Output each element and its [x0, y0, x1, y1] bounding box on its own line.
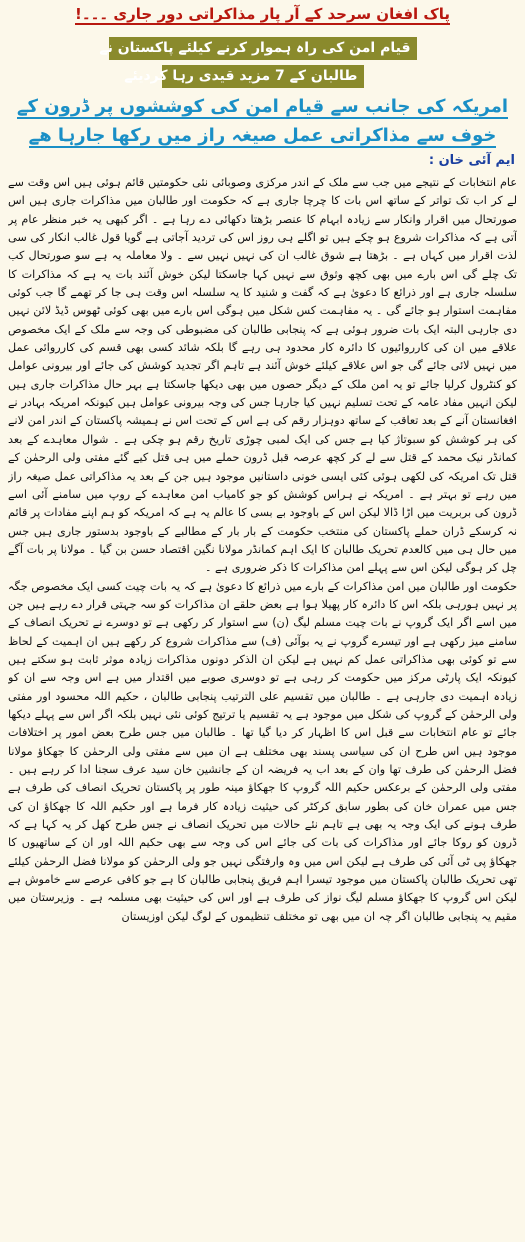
kicker-text: پاک افغان سرحد کے آر پار مذاکراتی دور جاری ۔۔۔! [74, 5, 451, 23]
headline [10, 92, 515, 150]
paragraph: عام انتخابات کے نتیجے میں جب سے ملک کے اندر مرکزی وصوبائی نئی حکومتیں قائم ہوئی ہیں اس وقت سے لے کر اب تک تواتر کے ساتھ اس بات کا چرچا جاری ہے کہ حکومت اور طالبان میں مذاکرات جاری ہیں اس صورتحال میں اقرار وانکار سے زیادہ ابہام کا عنصر بڑھتا دکھائی دے رہا ہے ۔ اگر کبھی یہ خبر منظر عام پر آتی ہے کہ مذاکرات شروع ہو چکے ہیں تو اگلے ہی روز اس کی تردید آجاتی ہے گویا قول غالب انکار کی سی لذت اقرار میں کہاں ہے ۔ بڑھتا ہے شوق غالب ان کی نہیں نہیں سے ۔ ولا معاملہ یہ ہے سو صورتحال کب تک چلے گی اس بارے میں بھی کچھ وثوق سے نہیں کہا جاسکتا لیکن خوش آئند بات یہ ہے کہ مذاکرات کا سلسلہ جاری ہے اور ذرائع کا دعویٰ ہے کہ گفت و شنید کا یہ سلسلہ اس وقت ہی جا کر تھمے گا جب کوئی مفاہمت استوار ہو جائے گی ۔ یہ مفاہمت کس شکل میں ہوگی اس بارے میں بھی کوئی ٹھوس ڈیڈ لائن نہیں دی جارہی البتہ ایک بات ضرور ہوئی ہے کہ پنجابی طالبان کی مضبوطی کی وجہ سے ملک کے ایک مخصوص علاقے میں ان کی کارروائیوں کا دائرہ کار محدود ہی رہے گا بلکہ شائد کسی بھی قسم کی کارروائی عمل میں نہیں لائی جائے گی جو اس علاقے کیلئے خوش آئند ہے تاہم اگر تجدید کوشش کی جائے اور بیرونی عوامل کو کنٹرول کرلیا جائے تو یہ امن ملک کے دیگر حصوں میں بھی دیکھا جاسکتا ہے بہر حال مذاکرات جاری ہیں لیکن انہیں مفاد عامہ کے تحت تسلیم نہیں کیا جارہا جس کی وجہ بیرونی عوامل ہیں کیونکہ امریکہ بہادر نے افغانستان آنے کے بعد تعاقب کے ساتھ دوہزار رقم کی ہے اس کے تحت اس نے ہمیشہ پاکستان کے اندر امن لانے کی ہر کوشش کو سبوتاژ کیا ہے جس کی ایک لمبی چوڑی تاریخ رقم ہو چکی ہے ۔ شوال معاہدے کے بعد کمانڈر نیک محمد کے قتل سے لے کر کچھ عرصہ قبل ڈرون حملے میں ہی قتل کیے گئے مفتی ولی الرحمٰن کے قتل تک امریکہ کی لکھی ہوئی کئی ایسی خونی داستانیں موجود ہیں جن کے بعد یہ مذاکراتی عمل صیغہ راز میں رہے تو بہتر ہے ۔ امریکہ نے ہراس کوشش کو جو کامیاب امن معاہدے کے روپ میں سامنے آئی اسے ڈرون کی بربریت میں اڑا ڈالا لیکن اس کے باوجود بے بسی کا عالم یہ ہے کہ امریکہ کو ہم اپنے مفادات پر قائم نہ کرسکے ڈران حملے پاکستان کی منتخب حکومت کے بار بار کے مطالبے کے باوجود بدستور جاری ہیں جس میں حال ہی میں کالعدم تحریک طالبان کا ایک اہم کمانڈر مولانا نگین اقتصاد حسن بن گیا ۔ مولانا پر بات آگے چل کر ہوگی لیکن اس سے پہلے امن مذاکرات کا ذکر ضروری ہے ۔ [8, 176, 517, 575]
headline-text: امریکہ کی جانب سے قیام امن کی کوششوں پر ڈرون کے خوف سے مذاکراتی عمل صیغہ راز میں رکھا جارہا ھے [16, 96, 509, 146]
subhead-2: طالبان کے 7 مزید قیدی رہا کردیئے [162, 65, 364, 88]
kicker [0, 2, 525, 26]
subhead-1: قیام امن کی راہ ہموار کرنے کیلئے پاکستان نے [109, 37, 417, 60]
article-body [8, 174, 517, 1240]
paragraph: حکومت اور طالبان میں امن مذاکرات کے بارے میں ذرائع کا دعویٰ ہے کہ یہ بات چیت کسی ایک مخصوص جگہ پر نہیں ہورہی بلکہ اس کا دائرہ کار پھیلا ہوا ہے بعض حلقے ان مذاکرات کو سہ جہتی قرار دے رہے ہیں جن میں اسے اگر ایک گروپ نے بات چیت مسلم لیگ (ن) سے استوار کر رکھی ہے تو دوسرے نے تحریک انصاف کے سامنے میز رکھی ہے اور تیسرے گروپ نے یہ بوآئی (ف) سے مذاکرات شروع کر رکھے ہیں ان اہمیت کے لحاظ سے تو کوئی بھی مذاکراتی عمل کم نہیں ہے لیکن ان الذکر دونوں مذاکرات زیادہ موثر ثابت ہو سکتے ہیں کیونکہ ایک پارٹی مرکز میں حکومت کر رہی ہے تو دوسری صوبے میں اقتدار میں ہے اس وجہ سے ان کو زیادہ اہمیت دی جارہی ہے ۔ طالبان میں تقسیم علی الترتیب پنجابی طالبان ، حکیم اللہ محسود اور مفتی ولی الرحمٰن کے گروپ کی شکل میں موجود ہے یہ تقسیم یا ترتیج کوئی نئی نہیں بلکہ اگر اس سے پہلے دیکھا جائے تو عام انتخابات سے قبل اس کا اظہار کر دیا گیا تھا ۔ طالبان میں جس طرح بعض امور پر اختلافات موجود ہیں اس طرح ان کی سیاسی پسند بھی مختلف ہے ان میں سے مفتی ولی الرحمٰن کا جھکاؤ مولانا فضل الرحمٰن کی طرف تھا وان کے بعد اب یہ فریضہ ان کے جانشین خان سید عرف سجنا ادا کر رہے ہیں ۔ مفتی ولی الرحمٰن کے برعکس حکیم اللہ گروپ کا جھکاؤ مینہ طور پر پاکستان تحریک انصاف کی طرف ہے جس میں عمران خان کی بطور سابق کرکٹر کی حیثیت زیادہ کار فرما ہے اور حکیم اللہ کا جھکاؤ ان کی طرف ہونے کی ایک وجہ یہ بھی ہے تاہم نئے حالات میں تحریک انصاف نے جس طرح کھل کر یہ کہا ہے کہ ڈرون کو روکا جائے اور مذاکرات کی بات کی جائے اس کی وجہ سے بھی حکیم اللہ اور ان کے ساتھیوں کا جھکاؤ پی ٹی آئی کی طرف ہے لیکن اس میں وہ وارفتگی نہیں جو ولی الرحمٰن کو مولانا فضل الرحمٰن کیلئے تھی تحریک طالبان پاکستان میں موجود تیسرا اہم فریق پنجابی طالبان کا ہے جو کافی عرصے سے خاموش ہے لیکن اس گروپ کا جھکاؤ مسلم لیگ نواز کی طرف ہے اور اس کی حیثیت بھی مسلمہ ہے ۔ وزیرستان میں مقیم یہ پنجابی طالبان اگر چہ ان میں بھی تو مختلف تنظیموں کے لوگ لیکن اوزیستان [8, 579, 517, 923]
byline: ایم آئی خان : [428, 153, 515, 168]
